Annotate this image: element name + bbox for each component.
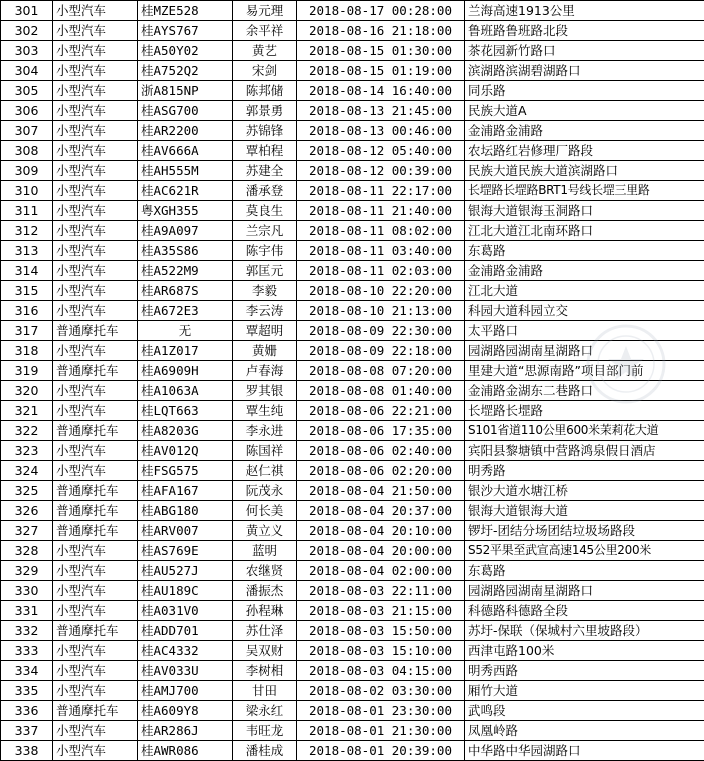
driver-name: 潘承登	[233, 181, 297, 201]
driver-name: 何长美	[233, 501, 297, 521]
table-row	[1, 401, 704, 421]
license-plate: 桂A8203G	[138, 421, 233, 441]
license-plate: 桂AU189C	[138, 581, 233, 601]
vehicle-type: 小型汽车	[53, 641, 138, 661]
violation-time: 2018-08-14 16:40:00	[297, 81, 465, 101]
record-number: 315	[1, 281, 53, 301]
record-number: 305	[1, 81, 53, 101]
record-number: 337	[1, 721, 53, 741]
vehicle-type: 小型汽车	[53, 681, 138, 701]
driver-name: 覃生纯	[233, 401, 297, 421]
vehicle-type: 小型汽车	[53, 721, 138, 741]
driver-name: 莫良生	[233, 201, 297, 221]
table-row	[1, 121, 704, 141]
table-row	[1, 441, 704, 461]
table-row	[1, 161, 704, 181]
violation-location: 茶花园新竹路口	[465, 41, 704, 61]
vehicle-type: 小型汽车	[53, 161, 138, 181]
vehicle-type: 小型汽车	[53, 341, 138, 361]
license-plate: 桂AR687S	[138, 281, 233, 301]
license-plate: 桂AR286J	[138, 721, 233, 741]
vehicle-type: 普通摩托车	[53, 481, 138, 501]
violation-location: 西津屯路100米	[465, 641, 704, 661]
violation-time: 2018-08-06 22:21:00	[297, 401, 465, 421]
license-plate: 桂AH555M	[138, 161, 233, 181]
violation-time: 2018-08-11 08:02:00	[297, 221, 465, 241]
table-row	[1, 201, 704, 221]
driver-name: 甘田	[233, 681, 297, 701]
violation-time: 2018-08-03 22:11:00	[297, 581, 465, 601]
vehicle-type: 普通摩托车	[53, 501, 138, 521]
table-row	[1, 41, 704, 61]
violation-time: 2018-08-01 23:30:00	[297, 701, 465, 721]
driver-name: 潘振杰	[233, 581, 297, 601]
driver-name: 韦旺龙	[233, 721, 297, 741]
record-number: 331	[1, 601, 53, 621]
driver-name: 吴双财	[233, 641, 297, 661]
vehicle-type: 小型汽车	[53, 261, 138, 281]
violation-time: 2018-08-12 00:39:00	[297, 161, 465, 181]
table-row	[1, 181, 704, 201]
license-plate: 桂AFA167	[138, 481, 233, 501]
vehicle-type: 小型汽车	[53, 561, 138, 581]
driver-name: 潘桂成	[233, 741, 297, 761]
license-plate: 桂AYS767	[138, 21, 233, 41]
violation-location: 太平路口	[465, 321, 704, 341]
license-plate: 桂LQT663	[138, 401, 233, 421]
license-plate: 桂AV666A	[138, 141, 233, 161]
records-body	[1, 1, 704, 761]
violation-location: 园湖路园湖南星湖路口	[465, 341, 704, 361]
driver-name: 梁永红	[233, 701, 297, 721]
vehicle-type: 小型汽车	[53, 21, 138, 41]
violation-location: 民族大道民族大道滨湖路口	[465, 161, 704, 181]
vehicle-type: 小型汽车	[53, 381, 138, 401]
violation-time: 2018-08-04 21:50:00	[297, 481, 465, 501]
record-number: 307	[1, 121, 53, 141]
record-number: 301	[1, 1, 53, 21]
record-number: 335	[1, 681, 53, 701]
license-plate: 桂AV033U	[138, 661, 233, 681]
license-plate: 桂A35S86	[138, 241, 233, 261]
table-row	[1, 281, 704, 301]
driver-name: 陈国祥	[233, 441, 297, 461]
driver-name: 阮茂永	[233, 481, 297, 501]
violation-location: 园湖路园湖南星湖路口	[465, 581, 704, 601]
driver-name: 覃超明	[233, 321, 297, 341]
violation-time: 2018-08-11 21:40:00	[297, 201, 465, 221]
vehicle-type: 小型汽车	[53, 461, 138, 481]
license-plate: 桂AMJ700	[138, 681, 233, 701]
license-plate: 桂ABG180	[138, 501, 233, 521]
license-plate: 桂AS769E	[138, 541, 233, 561]
violation-time: 2018-08-10 22:20:00	[297, 281, 465, 301]
violation-location: 厢竹大道	[465, 681, 704, 701]
table-row	[1, 741, 704, 761]
violation-location: 长堽路长堽路	[465, 401, 704, 421]
vehicle-type: 小型汽车	[53, 541, 138, 561]
violation-time: 2018-08-10 21:13:00	[297, 301, 465, 321]
license-plate: 桂ADD701	[138, 621, 233, 641]
violation-time: 2018-08-13 21:45:00	[297, 101, 465, 121]
table-row	[1, 261, 704, 281]
violation-time: 2018-08-06 02:40:00	[297, 441, 465, 461]
violation-location: 金浦路金湖东二巷路口	[465, 381, 704, 401]
table-row	[1, 721, 704, 741]
driver-name: 宋剑	[233, 61, 297, 81]
license-plate: 桂AR2200	[138, 121, 233, 141]
record-number: 304	[1, 61, 53, 81]
table-row	[1, 521, 704, 541]
record-number: 316	[1, 301, 53, 321]
violation-time: 2018-08-08 01:40:00	[297, 381, 465, 401]
violation-location: 宾阳县黎塘镇中营路鸿泉假日酒店	[465, 441, 704, 461]
violation-location: 同乐路	[465, 81, 704, 101]
record-number: 338	[1, 741, 53, 761]
driver-name: 黄艺	[233, 41, 297, 61]
driver-name: 苏仕泽	[233, 621, 297, 641]
record-number: 324	[1, 461, 53, 481]
vehicle-type: 小型汽车	[53, 281, 138, 301]
violation-location: 东葛路	[465, 241, 704, 261]
violation-location: 凤凰岭路	[465, 721, 704, 741]
vehicle-type: 普通摩托车	[53, 621, 138, 641]
license-plate: 桂A50Y02	[138, 41, 233, 61]
violation-time: 2018-08-08 07:20:00	[297, 361, 465, 381]
table-row	[1, 501, 704, 521]
violation-location: 鲁班路鲁班路北段	[465, 21, 704, 41]
violation-time: 2018-08-09 22:18:00	[297, 341, 465, 361]
driver-name: 郭匡元	[233, 261, 297, 281]
violation-time: 2018-08-11 03:40:00	[297, 241, 465, 261]
violation-time: 2018-08-06 17:35:00	[297, 421, 465, 441]
driver-name: 覃柏程	[233, 141, 297, 161]
violation-location: 银海大道银海玉洞路口	[465, 201, 704, 221]
table-row	[1, 461, 704, 481]
table-row	[1, 481, 704, 501]
vehicle-type: 小型汽车	[53, 101, 138, 121]
violation-location: 民族大道A	[465, 101, 704, 121]
violation-location: 银海大道银海大道	[465, 501, 704, 521]
record-number: 327	[1, 521, 53, 541]
record-number: 325	[1, 481, 53, 501]
license-plate: 桂A1063A	[138, 381, 233, 401]
table-row	[1, 221, 704, 241]
driver-name: 李毅	[233, 281, 297, 301]
record-number: 322	[1, 421, 53, 441]
violation-time: 2018-08-03 04:15:00	[297, 661, 465, 681]
vehicle-type: 小型汽车	[53, 401, 138, 421]
license-plate: 桂A9A097	[138, 221, 233, 241]
record-number: 309	[1, 161, 53, 181]
driver-name: 李云涛	[233, 301, 297, 321]
violation-location: S101省道110公里600米茉莉花大道	[465, 421, 704, 441]
violation-time: 2018-08-06 02:20:00	[297, 461, 465, 481]
license-plate: 桂A6909H	[138, 361, 233, 381]
record-number: 320	[1, 381, 53, 401]
driver-name: 李树相	[233, 661, 297, 681]
table-row	[1, 641, 704, 661]
violation-time: 2018-08-11 02:03:00	[297, 261, 465, 281]
vehicle-type: 小型汽车	[53, 581, 138, 601]
violation-time: 2018-08-04 20:37:00	[297, 501, 465, 521]
table-row	[1, 661, 704, 681]
vehicle-type: 普通摩托车	[53, 521, 138, 541]
table-row	[1, 581, 704, 601]
record-number: 302	[1, 21, 53, 41]
vehicle-type: 小型汽车	[53, 181, 138, 201]
vehicle-type: 普通摩托车	[53, 701, 138, 721]
vehicle-type: 普通摩托车	[53, 361, 138, 381]
license-plate: 桂A522M9	[138, 261, 233, 281]
table-row	[1, 81, 704, 101]
record-number: 311	[1, 201, 53, 221]
table-row	[1, 101, 704, 121]
vehicle-type: 普通摩托车	[53, 421, 138, 441]
record-number: 303	[1, 41, 53, 61]
table-row	[1, 421, 704, 441]
record-number: 328	[1, 541, 53, 561]
driver-name: 苏建全	[233, 161, 297, 181]
license-plate: 桂A031V0	[138, 601, 233, 621]
vehicle-type: 小型汽车	[53, 41, 138, 61]
violation-time: 2018-08-04 20:00:00	[297, 541, 465, 561]
driver-name: 农继贤	[233, 561, 297, 581]
violation-time: 2018-08-01 20:39:00	[297, 741, 465, 761]
violation-location: 江北大道	[465, 281, 704, 301]
table-row	[1, 381, 704, 401]
vehicle-type: 小型汽车	[53, 201, 138, 221]
vehicle-type: 小型汽车	[53, 81, 138, 101]
record-number: 308	[1, 141, 53, 161]
driver-name: 蓝明	[233, 541, 297, 561]
violation-time: 2018-08-16 21:18:00	[297, 21, 465, 41]
license-plate: 桂A752Q2	[138, 61, 233, 81]
driver-name: 罗其银	[233, 381, 297, 401]
record-number: 318	[1, 341, 53, 361]
violation-location: 江北大道江北南环路口	[465, 221, 704, 241]
table-row	[1, 561, 704, 581]
table-row	[1, 21, 704, 41]
driver-name: 卢春海	[233, 361, 297, 381]
license-plate: 桂A609Y8	[138, 701, 233, 721]
violation-location: 中华路中华园湖路口	[465, 741, 704, 761]
record-number: 319	[1, 361, 53, 381]
violation-time: 2018-08-11 22:17:00	[297, 181, 465, 201]
record-number: 310	[1, 181, 53, 201]
driver-name: 孙程琳	[233, 601, 297, 621]
violation-time: 2018-08-03 15:50:00	[297, 621, 465, 641]
violation-location: S52平果至武宣高速145公里200米	[465, 541, 704, 561]
violation-location: 武鸣段	[465, 701, 704, 721]
vehicle-type: 小型汽车	[53, 441, 138, 461]
table-row	[1, 541, 704, 561]
violation-time: 2018-08-03 21:15:00	[297, 601, 465, 621]
violation-time: 2018-08-15 01:19:00	[297, 61, 465, 81]
violation-time: 2018-08-04 02:00:00	[297, 561, 465, 581]
violation-time: 2018-08-04 20:10:00	[297, 521, 465, 541]
driver-name: 郭景勇	[233, 101, 297, 121]
violation-location: 兰海高速1913公里	[465, 1, 704, 21]
vehicle-type: 小型汽车	[53, 1, 138, 21]
vehicle-type: 小型汽车	[53, 121, 138, 141]
driver-name: 李永进	[233, 421, 297, 441]
vehicle-type: 小型汽车	[53, 741, 138, 761]
violation-time: 2018-08-03 15:10:00	[297, 641, 465, 661]
record-number: 334	[1, 661, 53, 681]
table-row	[1, 321, 704, 341]
violation-location: 长堽路长堽路BRT1号线长堽三里路	[465, 181, 704, 201]
table-row	[1, 701, 704, 721]
violation-location: 科园大道科园立交	[465, 301, 704, 321]
violation-time: 2018-08-01 21:30:00	[297, 721, 465, 741]
table-row	[1, 341, 704, 361]
violation-location: 苏圩-保联（保城村六里坡路段）	[465, 621, 704, 641]
violation-location: 明秀西路	[465, 661, 704, 681]
license-plate: 桂FSG575	[138, 461, 233, 481]
license-plate: 桂A1Z017	[138, 341, 233, 361]
vehicle-type: 小型汽车	[53, 241, 138, 261]
table-row	[1, 301, 704, 321]
license-plate: 桂AV012Q	[138, 441, 233, 461]
record-number: 323	[1, 441, 53, 461]
violation-time: 2018-08-12 05:40:00	[297, 141, 465, 161]
record-number: 326	[1, 501, 53, 521]
violation-time: 2018-08-15 01:30:00	[297, 41, 465, 61]
record-number: 330	[1, 581, 53, 601]
record-number: 312	[1, 221, 53, 241]
table-row	[1, 61, 704, 81]
vehicle-type: 小型汽车	[53, 661, 138, 681]
vehicle-type: 普通摩托车	[53, 321, 138, 341]
violation-location: 里建大道“思源南路”项目部门前	[465, 361, 704, 381]
violation-location: 农坛路红岩修理厂路段	[465, 141, 704, 161]
table-row	[1, 241, 704, 261]
vehicle-type: 小型汽车	[53, 141, 138, 161]
driver-name: 黄姗	[233, 341, 297, 361]
license-plate: 桂AC621R	[138, 181, 233, 201]
license-plate: 桂ARV007	[138, 521, 233, 541]
record-number: 336	[1, 701, 53, 721]
vehicle-type: 小型汽车	[53, 301, 138, 321]
license-plate: 桂AU527J	[138, 561, 233, 581]
license-plate: 桂ASG700	[138, 101, 233, 121]
record-number: 333	[1, 641, 53, 661]
driver-name: 陈宇伟	[233, 241, 297, 261]
violation-location: 滨湖路滨湖碧湖路口	[465, 61, 704, 81]
driver-name: 余平祥	[233, 21, 297, 41]
record-number: 332	[1, 621, 53, 641]
license-plate: 无	[138, 321, 233, 341]
table-row	[1, 141, 704, 161]
record-number: 314	[1, 261, 53, 281]
record-number: 306	[1, 101, 53, 121]
driver-name: 黄立义	[233, 521, 297, 541]
record-number: 321	[1, 401, 53, 421]
table-row	[1, 601, 704, 621]
violation-location: 明秀路	[465, 461, 704, 481]
license-plate: 桂A672E3	[138, 301, 233, 321]
vehicle-type: 小型汽车	[53, 61, 138, 81]
license-plate: 桂AWR086	[138, 741, 233, 761]
violation-location: 金浦路金浦路	[465, 121, 704, 141]
table-row	[1, 681, 704, 701]
violation-location: 金浦路金浦路	[465, 261, 704, 281]
driver-name: 兰宗凡	[233, 221, 297, 241]
violation-time: 2018-08-17 00:28:00	[297, 1, 465, 21]
record-number: 329	[1, 561, 53, 581]
violation-time: 2018-08-13 00:46:00	[297, 121, 465, 141]
license-plate: 桂AC4332	[138, 641, 233, 661]
violation-location: 东葛路	[465, 561, 704, 581]
table-row	[1, 621, 704, 641]
violation-location: 锣圩-团结分场团结垃圾场路段	[465, 521, 704, 541]
license-plate: 浙A815NP	[138, 81, 233, 101]
record-number: 317	[1, 321, 53, 341]
vehicle-type: 小型汽车	[53, 221, 138, 241]
driver-name: 苏锦锋	[233, 121, 297, 141]
violation-location: 科德路科德路全段	[465, 601, 704, 621]
violation-location: 银沙大道水塘江桥	[465, 481, 704, 501]
table-row	[1, 1, 704, 21]
license-plate: 桂MZE528	[138, 1, 233, 21]
driver-name: 陈邦储	[233, 81, 297, 101]
record-number: 313	[1, 241, 53, 261]
vehicle-type: 小型汽车	[53, 601, 138, 621]
violation-time: 2018-08-02 03:30:00	[297, 681, 465, 701]
license-plate: 粤XGH355	[138, 201, 233, 221]
driver-name: 赵仁祺	[233, 461, 297, 481]
table-row	[1, 361, 704, 381]
driver-name: 易元理	[233, 1, 297, 21]
violation-time: 2018-08-09 22:30:00	[297, 321, 465, 341]
